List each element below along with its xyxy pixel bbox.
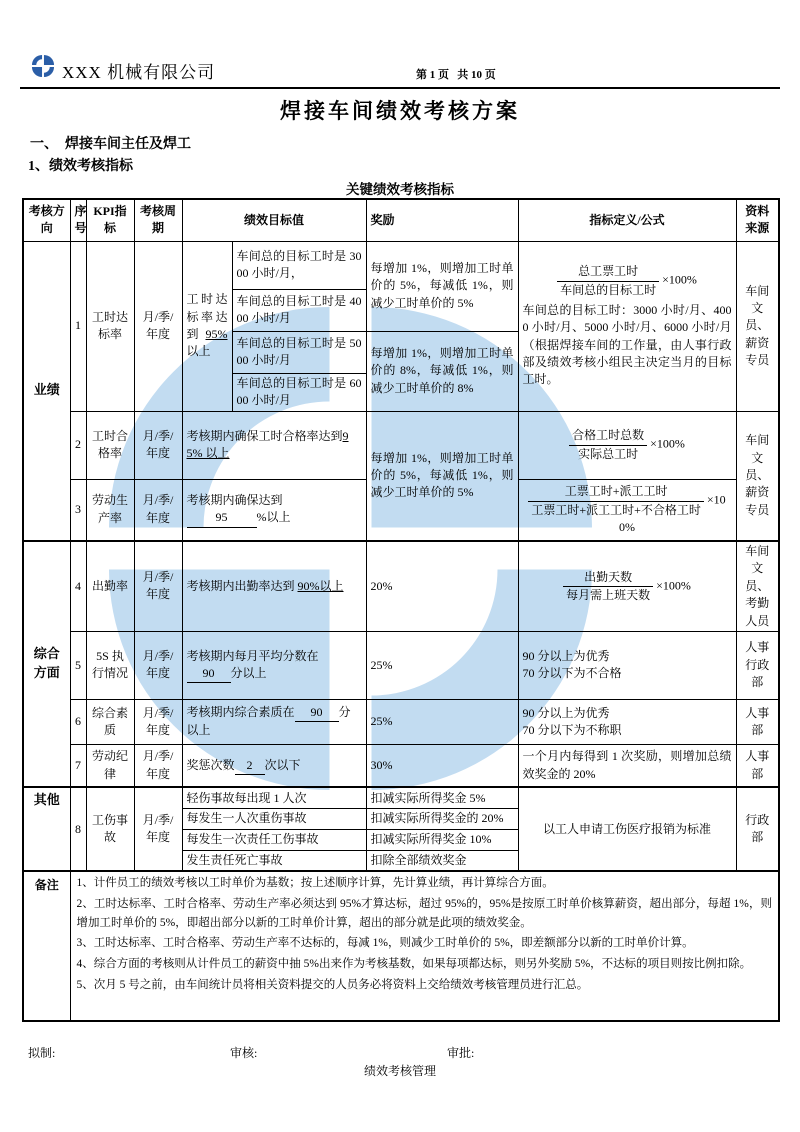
row4-definition [518, 541, 736, 631]
row5-kpi: 5S 执行情况 [86, 631, 134, 699]
table-title: 关键绩效考核指标 [346, 182, 454, 197]
row8-reward-3: 扣减实际所得奖金 10% [366, 829, 518, 850]
company-logo-icon [31, 54, 55, 78]
footer-approved-label: 审批: [447, 1046, 475, 1060]
table-row [23, 699, 779, 744]
row6-cycle: 月/季/年度 [134, 699, 182, 744]
row2-target-underlined: 95% 以上 [186, 428, 349, 460]
row3-formula-numerator: 工票工时+派工工时 [528, 483, 704, 501]
category-performance: 业绩 [23, 241, 70, 541]
row1-reward-a: 每增加 1%，则增加工时单价的 5%，每减低 1%，则减少工时单价的 5% [366, 241, 518, 331]
row7-target-pre: 奖惩次数 [186, 757, 235, 772]
page-number-info: 第 1 页 共 10 页 [416, 69, 496, 81]
row2-definition [518, 411, 736, 479]
row2-no: 2 [70, 411, 86, 479]
row1-kpi: 工时达标率 [86, 241, 134, 411]
row6-target-pre: 考核期内综合素质在 [186, 705, 295, 720]
row6-target-post: 分以上 [186, 705, 351, 738]
row3-target-post: %以上 [256, 510, 291, 525]
row1-target-underlined: 95% [205, 327, 228, 341]
row6-def-line2: 70 分以下为不称职 [522, 722, 622, 737]
table-row [23, 411, 779, 479]
row5-target-pre: 考核期内每月平均分数在 [186, 648, 319, 663]
row6-target [182, 699, 366, 744]
category-comprehensive: 综合方面 [23, 541, 70, 787]
section-heading-1: 一、 焊接车间主任及焊工 [30, 137, 191, 152]
row3-no: 3 [70, 479, 86, 541]
table-row [23, 744, 779, 787]
table-header-row [23, 199, 779, 241]
row2-reward: 每增加 1%，则增加工时单价的 5%，每减低 1%，则减少工时单价的 5% [366, 411, 518, 541]
row2-formula-x100: ×100% [650, 436, 685, 451]
remarks-label: 备注 [23, 871, 70, 1021]
row7-kpi: 劳动纪律 [86, 744, 134, 787]
row2-formula-denominator: 实际总工时 [578, 446, 639, 461]
row8-kpi: 工伤事故 [86, 787, 134, 871]
row7-no: 7 [70, 744, 86, 787]
row4-cycle: 月/季/年度 [134, 541, 182, 631]
row1-cycle: 月/季/年度 [134, 241, 182, 411]
row1-target-6000: 车间总的目标工时是 6000 小时/月 [232, 373, 366, 411]
table-row [23, 631, 779, 699]
row5-target-blank: 90 [187, 665, 231, 683]
row5-def-line1: 90 分以上为优秀 [522, 649, 610, 664]
row1-formula-numerator: 总工票工时 [557, 263, 659, 281]
row4-no: 4 [70, 541, 86, 631]
row7-definition: 一个月内每得到 1 次奖励，则增加总绩效奖金的 20% [518, 744, 736, 787]
header-divider [20, 87, 780, 89]
kpi-table [22, 198, 780, 1022]
row3-target [182, 479, 366, 541]
col-header-cycle: 考核周期 [134, 199, 182, 241]
row6-def-line1: 90 分以上为优秀 [522, 705, 610, 720]
row8-target-4: 发生责任死亡事故 [182, 850, 366, 871]
row4-reward: 20% [366, 541, 518, 631]
row3-definition [518, 479, 736, 541]
row6-definition [518, 699, 736, 744]
remarks-content [70, 871, 779, 1021]
row5-source: 人事行政部 [736, 631, 779, 699]
row1-source: 车间文员、薪资专员 [736, 241, 779, 411]
row3-target-pre: 考核期内确保达到 [186, 492, 283, 507]
row7-cycle: 月/季/年度 [134, 744, 182, 787]
row1-formula-fraction [557, 263, 659, 299]
row5-target-post: 分以上 [230, 665, 267, 680]
row1-definition [518, 241, 736, 411]
row1-target-main [182, 241, 232, 411]
category-other: 其他 [23, 787, 70, 871]
row4-target [182, 541, 366, 631]
footer-drafted-label: 拟制: [28, 1046, 56, 1060]
table-row [23, 241, 779, 289]
row5-definition [518, 631, 736, 699]
row8-source: 行政部 [736, 787, 779, 871]
row8-reward-2: 扣减实际所得奖金的 20% [366, 808, 518, 829]
row4-formula-denominator: 每月需上班天数 [566, 587, 651, 602]
row8-target-3: 每发生一次责任工伤事故 [182, 829, 366, 850]
row3-formula-x100: ×100% [619, 492, 726, 534]
row2-formula-numerator: 合格工时总数 [569, 427, 647, 445]
row4-formula-numerator: 出勤天数 [563, 569, 653, 587]
row2-kpi: 工时合格率 [86, 411, 134, 479]
col-header-kpi: KPI指标 [86, 199, 134, 241]
row8-target-2: 每发生一人次重伤事故 [182, 808, 366, 829]
row5-reward: 25% [366, 631, 518, 699]
remark-note-2: 2、工时达标率、工时合格率、劳动生产率必须达到 95%才算达标，超过 95%的，95%是按原工时单价核算薪资，超出部分，每超 1%，则增加工时单价的 5%，即超出部分以新的工时单价计算，超出的部分就是此项的绩效奖金。 [76, 898, 773, 929]
row5-cycle: 月/季/年度 [134, 631, 182, 699]
row1-target-post: 以上 [186, 344, 211, 359]
row1-target-pre: 工时达标率达到 [186, 292, 228, 341]
row7-source: 人事部 [736, 744, 779, 787]
row6-target-blank: 90 [295, 704, 339, 722]
col-header-no: 序号 [70, 199, 86, 241]
row7-target-post: 次以下 [264, 757, 301, 772]
row8-definition: 以工人申请工伤医疗报销为标准 [518, 787, 736, 871]
row8-cycle: 月/季/年度 [134, 787, 182, 871]
row1-target-4000: 车间总的目标工时是 4000 小时/月 [232, 289, 366, 331]
row2-target [182, 411, 366, 479]
row5-def-line2: 70 分以下为不合格 [522, 666, 622, 681]
row6-no: 6 [70, 699, 86, 744]
col-header-reward: 奖励 [366, 199, 518, 241]
col-header-definition: 指标定义/公式 [518, 199, 736, 241]
remark-note-3: 3、工时达标率、工时合格率、劳动生产率不达标的，每减 1%，则减少工时单价的 5%，即差额部分以新的工时单价计算。 [76, 937, 694, 950]
row8-reward-4: 扣除全部绩效奖金 [366, 850, 518, 871]
row7-reward: 30% [366, 744, 518, 787]
row4-source: 车间文员、考勤人员 [736, 541, 779, 631]
row4-target-pre: 考核期内出勤率达到 [186, 578, 298, 593]
row2-target-pre: 考核期内确保工时合格率达到 [186, 428, 343, 443]
remark-note-5: 5、次月 5 号之前，由车间统计员将相关资料提交的人员务必将资料上交给绩效考核管理员进行汇总。 [76, 978, 589, 991]
row2-source: 车间文员、薪资专员 [736, 411, 779, 541]
col-header-source: 资料来源 [736, 199, 779, 241]
row1-formula-x100: ×100% [662, 272, 697, 287]
row1-formula-denominator: 车间总的目标工时 [560, 282, 657, 297]
row6-source: 人事部 [736, 699, 779, 744]
table-row [23, 541, 779, 631]
row2-cycle: 月/季/年度 [134, 411, 182, 479]
row8-no: 8 [70, 787, 86, 871]
col-header-target: 绩效目标值 [182, 199, 366, 241]
row8-target-1: 轻伤事故每出现 1 人次 [182, 787, 366, 808]
row8-reward-1: 扣减实际所得奖金 5% [366, 787, 518, 808]
remarks-row [23, 871, 779, 1021]
remark-note-4: 4、综合方面的考核则从计件员工的薪资中抽 5%出来作为考核基数，如果每项都达标，则另外奖励 5%，不达标的项目则按比例扣除。 [76, 957, 752, 970]
row2-formula-fraction [569, 427, 647, 463]
row1-no: 1 [70, 241, 86, 411]
row4-kpi: 出勤率 [86, 541, 134, 631]
row5-no: 5 [70, 631, 86, 699]
footer-note: 绩效考核管理 [363, 1064, 436, 1078]
row5-target [182, 631, 366, 699]
row3-target-blank: 95 [187, 509, 257, 527]
row6-reward: 25% [366, 699, 518, 744]
row1-formula-note: 车间总的目标工时：3000 小时/月、4000 小时/月、5000 小时/月、6000 小时/月（根据焊接车间的工作量，由人事行政部及绩效考核小组民主决定当月的目标工时。 [522, 302, 732, 387]
row4-formula-fraction [563, 569, 653, 605]
row3-cycle: 月/季/年度 [134, 479, 182, 541]
row7-target [182, 744, 366, 787]
row1-target-3000: 车间总的目标工时是 3000 小时/月， [232, 241, 366, 289]
row3-kpi: 劳动生产率 [86, 479, 134, 541]
document-title: 焊接车间绩效考核方案 [280, 99, 520, 123]
remark-note-1: 1、计件员工的绩效考核以工时单价为基数；按上述顺序计算，先计算业绩，再计算综合方面。 [76, 877, 554, 890]
company-name: XXX 机械有限公司 [62, 63, 216, 82]
row4-formula-x100: ×100% [656, 578, 691, 593]
footer-reviewed-label: 审核: [230, 1046, 258, 1060]
table-row [23, 787, 779, 808]
row1-target-5000: 车间总的目标工时是 5000 小时/月 [232, 331, 366, 373]
row3-formula-fraction [528, 483, 704, 519]
row1-reward-b: 每增加 1%，则增加工时单价的 8%，每减低 1%，则减少工时单价的 8% [366, 331, 518, 411]
row6-kpi: 综合素质 [86, 699, 134, 744]
row7-target-blank: 2 [235, 757, 265, 775]
row3-formula-denominator: 工票工时+派工工时+不合格工时 [531, 502, 701, 517]
row4-target-underlined: 90%以上 [297, 578, 344, 593]
col-header-direction: 考核方向 [23, 199, 70, 241]
section-heading-2: 1、绩效考核指标 [28, 159, 133, 174]
